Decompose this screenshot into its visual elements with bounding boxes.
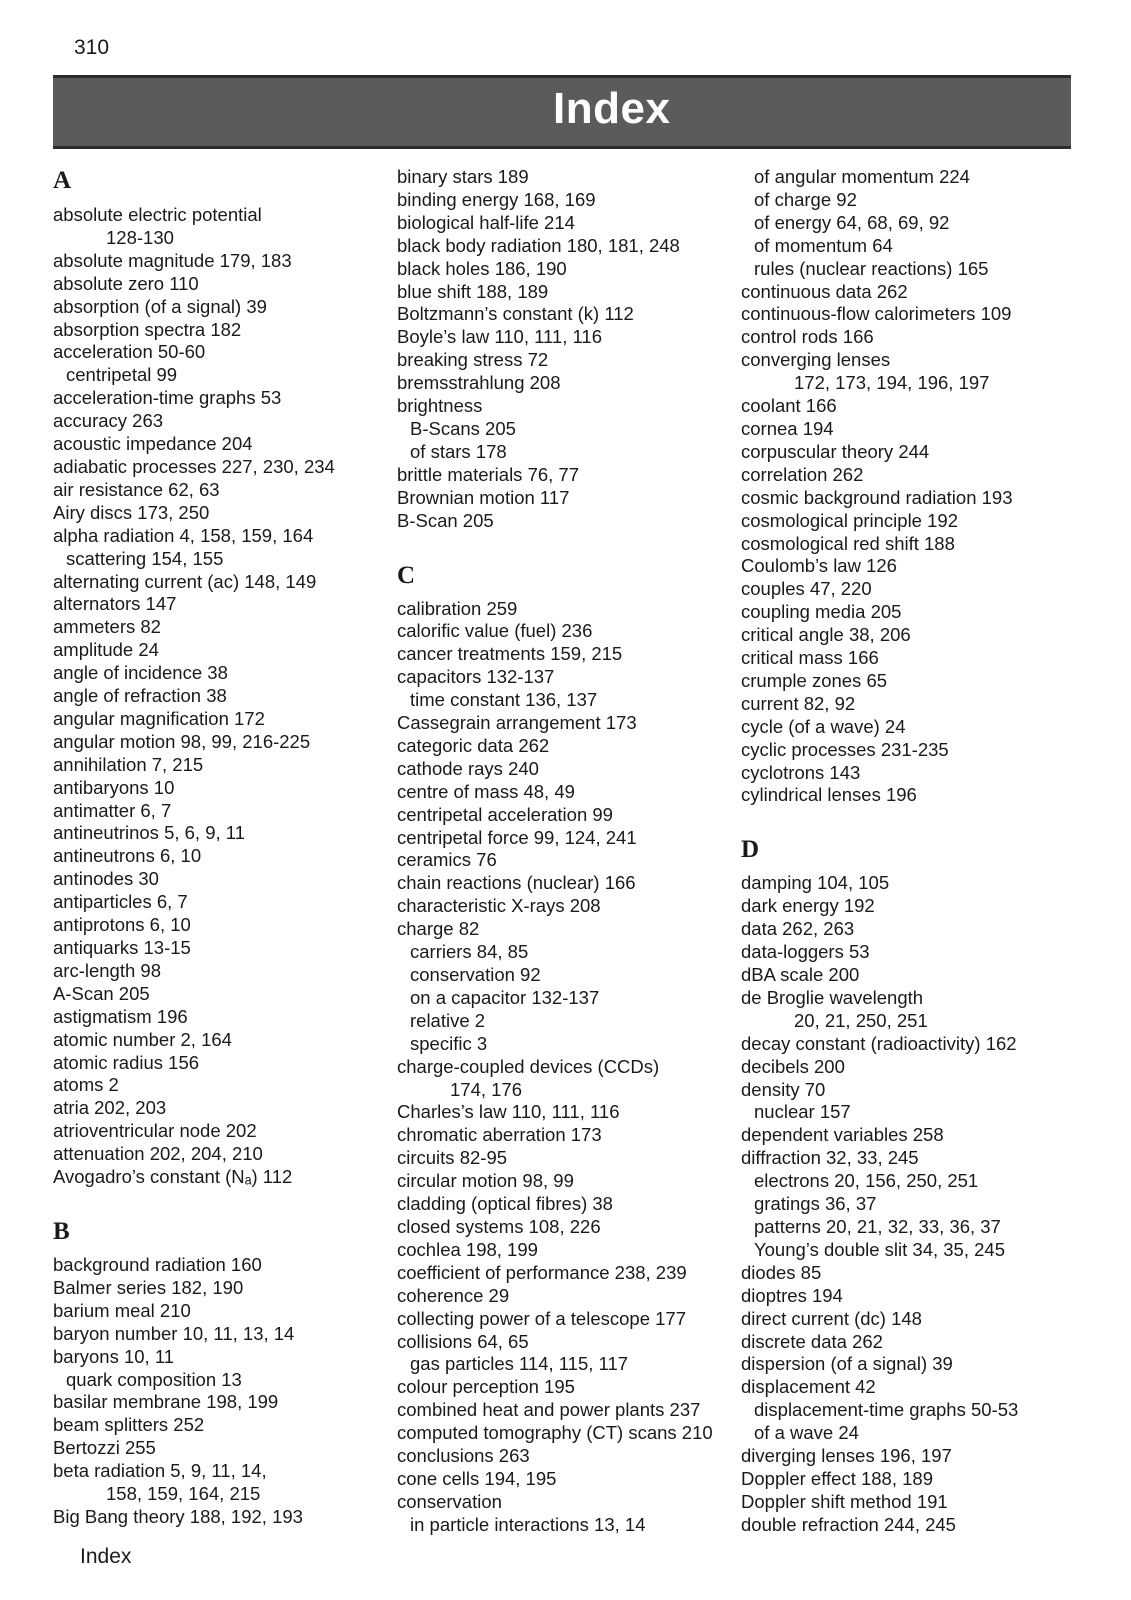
index-entry: coefficient of performance 238, 239 [397, 1261, 687, 1283]
index-entry: angle of incidence 38 [53, 662, 228, 684]
index-entry: correlation 262 [741, 463, 864, 485]
index-entry: cyclic processes 231-235 [741, 738, 949, 760]
index-subentry: of energy 64, 68, 69, 92 [754, 211, 950, 233]
index-entry: Doppler effect 188, 189 [741, 1467, 933, 1489]
index-entry: Cassegrain arrangement 173 [397, 712, 637, 734]
index-entry-continuation: 20, 21, 250, 251 [794, 1009, 928, 1031]
index-subentry: conservation 92 [410, 964, 541, 985]
index-entry: couples 47, 220 [741, 578, 872, 600]
index-entry: computed tomography (CT) scans 210 [397, 1422, 713, 1444]
index-entry: direct current (dc) 148 [741, 1307, 922, 1329]
index-entry: critical angle 38, 206 [741, 624, 911, 646]
index-entry: absolute electric potential [53, 204, 262, 225]
index-entry: atomic radius 156 [53, 1051, 200, 1073]
index-entry: breaking stress 72 [397, 349, 549, 371]
index-entry: air resistance 62, 63 [53, 478, 220, 500]
index-entry: astigmatism 196 [53, 1005, 188, 1027]
index-entry: basilar membrane 198, 199 [53, 1391, 279, 1413]
index-entry: chain reactions (nuclear) 166 [397, 872, 636, 894]
index-entry: cancer treatments 159, 215 [397, 643, 623, 665]
index-entry: A-Scan 205 [53, 982, 150, 1004]
index-entry: discrete data 262 [741, 1330, 883, 1352]
index-entry: cosmological principle 192 [741, 509, 958, 531]
index-entry: absolute magnitude 179, 183 [53, 249, 292, 271]
index-entry: circular motion 98, 99 [397, 1170, 574, 1192]
index-entry: conclusions 263 [397, 1445, 530, 1467]
index-entry: attenuation 202, 204, 210 [53, 1143, 263, 1165]
index-subentry: patterns 20, 21, 32, 33, 36, 37 [754, 1215, 1001, 1237]
index-entry: Brownian motion 117 [397, 486, 570, 508]
index-subentry: electrons 20, 156, 250, 251 [754, 1170, 979, 1192]
section-letter: A [53, 167, 72, 194]
index-entry: blue shift 188, 189 [397, 280, 549, 302]
index-entry: cornea 194 [741, 417, 834, 439]
footer-section-label: Index [80, 1545, 132, 1568]
index-entry: barium meal 210 [53, 1299, 191, 1321]
index-subentry: scattering 154, 155 [66, 547, 224, 569]
index-entry: brightness [397, 395, 483, 417]
section-letter: B [53, 1217, 70, 1245]
index-entry: binding energy 168, 169 [397, 188, 596, 210]
section-letter: D [741, 836, 760, 864]
index-entry: calibration 259 [397, 597, 518, 619]
index-entry: crumple zones 65 [741, 669, 888, 691]
index-entry: critical mass 166 [741, 647, 879, 669]
index-entry: atrioventricular node 202 [53, 1120, 257, 1142]
index-entry: antineutrinos 5, 6, 9, 11 [53, 822, 245, 844]
index-entry: cosmic background radiation 193 [741, 486, 1013, 508]
index-entry: diverging lenses 196, 197 [741, 1445, 952, 1467]
index-subentry: in particle interactions 13, 14 [410, 1513, 646, 1535]
index-entry: antinodes 30 [53, 868, 159, 890]
index-entry-continuation: 158, 159, 164, 215 [106, 1483, 261, 1505]
index-subentry: gas particles 114, 115, 117 [410, 1353, 629, 1375]
index-subentry: specific 3 [410, 1032, 488, 1054]
index-subentry: centripetal 99 [66, 364, 178, 386]
index-entry: cosmological red shift 188 [741, 532, 955, 554]
index-entry: adiabatic processes 227, 230, 234 [53, 455, 335, 477]
index-subentry: of angular momentum 224 [754, 166, 970, 187]
index-entry: cochlea 198, 199 [397, 1238, 538, 1260]
index-entry: decay constant (radioactivity) 162 [741, 1032, 1017, 1054]
index-subentry: of stars 178 [410, 440, 507, 462]
index-entry: Bertozzi 255 [53, 1437, 156, 1459]
index-entry: density 70 [741, 1078, 826, 1100]
index-entry: baryons 10, 11 [53, 1345, 175, 1367]
index-entry: background radiation 160 [53, 1253, 262, 1275]
page-title: Index [553, 84, 671, 133]
index-entry: capacitors 132-137 [397, 666, 555, 688]
index-column-3 [741, 166, 1061, 1537]
index-entry: angular motion 98, 99, 216-225 [53, 730, 311, 752]
index-entry: B-Scan 205 [397, 509, 494, 531]
index-entry: converging lenses [741, 349, 891, 371]
index-title-banner [53, 75, 1071, 149]
index-entry: Boltzmann’s constant (k) 112 [397, 303, 634, 325]
index-subentry: nuclear 157 [754, 1101, 851, 1123]
index-entry: angle of refraction 38 [53, 685, 227, 707]
index-entry: displacement 42 [741, 1376, 876, 1398]
index-subentry: displacement-time graphs 50-53 [754, 1399, 1019, 1421]
index-entry: coherence 29 [397, 1284, 510, 1306]
index-entry: continuous-flow calorimeters 109 [741, 303, 1012, 325]
index-entry: absorption spectra 182 [53, 318, 242, 340]
index-entry: alpha radiation 4, 158, 159, 164 [53, 524, 314, 546]
index-entry: absolute zero 110 [53, 272, 199, 294]
index-entry: Charles’s law 110, 111, 116 [397, 1101, 620, 1123]
index-subentry: Young’s double slit 34, 35, 245 [754, 1238, 1005, 1260]
index-entry: binary stars 189 [397, 166, 529, 187]
index-entry: dBA scale 200 [741, 964, 860, 985]
index-subentry: of charge 92 [754, 188, 857, 210]
index-entry: closed systems 108, 226 [397, 1215, 601, 1237]
index-entry: data-loggers 53 [741, 941, 870, 963]
index-entry: beta radiation 5, 9, 11, 14, [53, 1460, 267, 1482]
index-entry: arc-length 98 [53, 959, 161, 981]
index-entry: biological half-life 214 [397, 211, 575, 233]
index-entry: Avogadro’s constant (Nₐ) 112 [53, 1166, 293, 1188]
index-entry: chromatic aberration 173 [397, 1124, 602, 1146]
index-entry: Coulomb’s law 126 [741, 555, 897, 577]
index-entry-continuation: 128-130 [106, 226, 174, 248]
index-entry: decibels 200 [741, 1055, 845, 1077]
index-column-2 [397, 166, 727, 1537]
index-entry: Balmer series 182, 190 [53, 1276, 244, 1298]
index-entry: atria 202, 203 [53, 1097, 167, 1119]
index-entry: categoric data 262 [397, 734, 550, 756]
index-entry: cylindrical lenses 196 [741, 784, 917, 806]
index-entry: control rods 166 [741, 326, 874, 348]
index-entry: dioptres 194 [741, 1284, 843, 1306]
index-entry: damping 104, 105 [741, 872, 890, 894]
index-entry: data 262, 263 [741, 918, 855, 940]
index-entry: cycle (of a wave) 24 [741, 715, 906, 737]
index-entry: antiparticles 6, 7 [53, 891, 188, 913]
page-number: 310 [74, 36, 110, 59]
index-subentry: relative 2 [410, 1009, 486, 1031]
index-entry: dispersion (of a signal) 39 [741, 1353, 953, 1375]
index-entry: charge 82 [397, 918, 480, 940]
index-column-1 [53, 166, 373, 1529]
index-entry: acceleration-time graphs 53 [53, 387, 282, 409]
index-entry: coupling media 205 [741, 601, 902, 623]
index-entry: de Broglie wavelength [741, 986, 924, 1008]
index-entry: coolant 166 [741, 395, 837, 417]
index-entry: cone cells 194, 195 [397, 1467, 557, 1489]
index-entry: Boyle’s law 110, 111, 116 [397, 326, 603, 348]
index-entry: antimatter 6, 7 [53, 799, 172, 821]
index-entry: black body radiation 180, 181, 248 [397, 234, 680, 256]
index-entry: antineutrons 6, 10 [53, 845, 202, 867]
index-entry: antibaryons 10 [53, 776, 175, 798]
index-entry: angular magnification 172 [53, 707, 265, 729]
index-entry: continuous data 262 [741, 280, 908, 302]
index-entry: cladding (optical fibres) 38 [397, 1193, 613, 1215]
index-entry: antiquarks 13-15 [53, 937, 191, 958]
index-entry: absorption (of a signal) 39 [53, 295, 267, 317]
index-entry: cathode rays 240 [397, 757, 539, 779]
index-entry: ceramics 76 [397, 849, 497, 871]
index-entry: diffraction 32, 33, 245 [741, 1147, 919, 1169]
index-entry: dependent variables 258 [741, 1124, 944, 1146]
index-entry: brittle materials 76, 77 [397, 463, 580, 485]
index-entry: Doppler shift method 191 [741, 1490, 948, 1512]
index-subentry: of momentum 64 [754, 234, 893, 256]
index-entry: beam splitters 252 [53, 1414, 205, 1436]
index-entry: cyclotrons 143 [741, 761, 861, 783]
index-subentry: rules (nuclear reactions) 165 [754, 257, 989, 279]
index-entry: acoustic impedance 204 [53, 433, 253, 455]
index-entry: Airy discs 173, 250 [53, 501, 210, 523]
index-entry: dark energy 192 [741, 895, 875, 917]
index-subentry: on a capacitor 132-137 [410, 986, 600, 1008]
index-entry: colour perception 195 [397, 1376, 575, 1398]
index-entry: bremsstrahlung 208 [397, 372, 561, 394]
index-entry-continuation: 174, 176 [450, 1078, 523, 1100]
index-entry: calorific value (fuel) 236 [397, 620, 593, 642]
index-entry: black holes 186, 190 [397, 257, 567, 279]
index-entry: acceleration 50-60 [53, 341, 206, 363]
index-entry: antiprotons 6, 10 [53, 914, 191, 936]
index-subentry: quark composition 13 [66, 1368, 242, 1390]
index-entry: amplitude 24 [53, 639, 159, 661]
index-entry: ammeters 82 [53, 616, 161, 638]
index-entry: alternators 147 [53, 593, 177, 615]
index-entry: annihilation 7, 215 [53, 753, 204, 775]
index-entry: double refraction 244, 245 [741, 1513, 956, 1535]
index-subentry: of a wave 24 [754, 1422, 859, 1444]
index-entry: alternating current (ac) 148, 149 [53, 570, 317, 592]
index-entry: charge-coupled devices (CCDs) [397, 1055, 660, 1077]
index-entry: current 82, 92 [741, 692, 856, 714]
index-entry: centre of mass 48, 49 [397, 780, 575, 802]
index-entry: circuits 82-95 [397, 1147, 508, 1169]
index-entry: centripetal acceleration 99 [397, 803, 613, 825]
index-subentry: gratings 36, 37 [754, 1193, 877, 1215]
index-entry: collecting power of a telescope 177 [397, 1307, 686, 1329]
index-entry: baryon number 10, 11, 13, 14 [53, 1322, 295, 1344]
index-entry: corpuscular theory 244 [741, 440, 930, 462]
section-letter: C [397, 561, 416, 589]
index-subentry: time constant 136, 137 [410, 689, 598, 711]
index-entry: accuracy 263 [53, 410, 164, 432]
index-entry: combined heat and power plants 237 [397, 1399, 701, 1421]
index-subentry: B-Scans 205 [410, 417, 516, 439]
index-entry: diodes 85 [741, 1261, 822, 1283]
index-entry: atomic number 2, 164 [53, 1028, 232, 1050]
index-subentry: carriers 84, 85 [410, 941, 529, 963]
index-entry: atoms 2 [53, 1074, 119, 1096]
index-entry: Big Bang theory 188, 192, 193 [53, 1505, 303, 1527]
index-entry: conservation [397, 1490, 502, 1512]
index-entry: collisions 64, 65 [397, 1330, 529, 1352]
index-entry-continuation: 172, 173, 194, 196, 197 [794, 372, 990, 394]
index-entry: centripetal force 99, 124, 241 [397, 826, 637, 848]
index-entry: characteristic X-rays 208 [397, 895, 601, 917]
